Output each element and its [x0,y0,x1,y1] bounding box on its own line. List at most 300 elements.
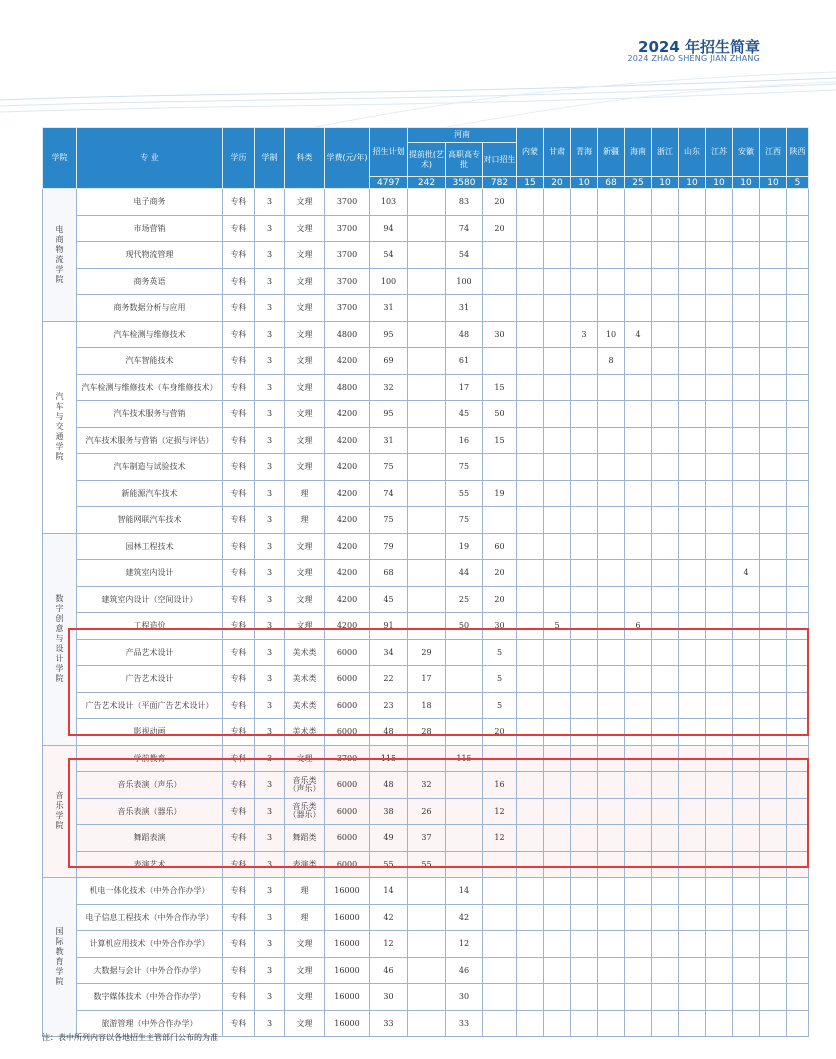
table-cell [517,321,544,348]
table-cell: 8 [598,348,625,375]
table-cell: 30 [446,984,483,1011]
table-cell [571,931,598,958]
table-cell: 专科 [223,374,255,401]
table-cell [483,348,517,375]
table-cell [483,984,517,1011]
table-cell [733,401,760,428]
table-row [43,374,809,401]
major-name: 电子信息工程技术（中外合作办学） [77,904,223,931]
table-cell: 3 [255,666,285,693]
table-cell: 31 [370,295,408,322]
table-cell [787,560,809,587]
table-cell [760,348,787,375]
table-cell: 100 [446,268,483,295]
major-name: 影视动画 [77,719,223,746]
major-name: 产品艺术设计 [77,639,223,666]
college-name: 数字创意与设计学院 [55,594,64,683]
table-cell [408,586,446,613]
table-cell: 3 [255,215,285,242]
table-cell: 3 [255,427,285,454]
table-cell [544,878,571,905]
table-cell: 音乐类（器乐） [285,798,325,825]
total-cell: 25 [625,177,652,189]
col-header-plan: 招生计划 [370,128,408,177]
table-cell: 专科 [223,295,255,322]
col-header-province-18: 安徽 [733,128,760,177]
table-cell [787,931,809,958]
major-name: 电子商务 [77,189,223,216]
table-cell [625,1010,652,1037]
table-cell: 美术类 [285,692,325,719]
table-cell [408,427,446,454]
table-cell [625,984,652,1011]
table-cell: 10 [598,321,625,348]
table-cell [517,878,544,905]
table-cell [483,507,517,534]
table-cell: 理 [285,507,325,534]
table-cell [571,957,598,984]
table-cell [787,268,809,295]
table-cell [571,374,598,401]
table-cell: 12 [446,931,483,958]
table-cell: 专科 [223,427,255,454]
table-cell [760,374,787,401]
table-cell: 32 [408,772,446,799]
table-cell [652,507,679,534]
table-cell: 3 [255,268,285,295]
table-cell: 专科 [223,215,255,242]
major-name: 园林工程技术 [77,533,223,560]
col-header-province-19: 江西 [760,128,787,177]
table-cell: 55 [446,480,483,507]
table-cell: 74 [446,215,483,242]
table-cell: 文理 [285,401,325,428]
table-cell [598,904,625,931]
table-cell: 3 [255,931,285,958]
table-cell [517,904,544,931]
table-cell: 专科 [223,533,255,560]
table-cell: 4 [625,321,652,348]
table-cell [760,533,787,560]
table-cell [733,878,760,905]
table-cell: 3 [255,560,285,587]
table-cell [733,1010,760,1037]
table-cell [408,560,446,587]
table-cell: 3 [255,613,285,640]
table-cell: 专科 [223,666,255,693]
college-cell [43,189,77,322]
table-cell: 83 [446,189,483,216]
table-cell: 4800 [325,374,370,401]
table-cell: 69 [370,348,408,375]
brochure-title: 2024 年招生简章 [638,38,760,56]
table-cell [483,957,517,984]
major-name: 智能网联汽车技术 [77,507,223,534]
table-cell: 专科 [223,904,255,931]
table-cell [652,295,679,322]
table-cell [483,904,517,931]
table-cell [760,878,787,905]
table-cell: 6000 [325,825,370,852]
table-cell: 3 [255,401,285,428]
table-cell: 文理 [285,745,325,772]
table-cell [679,1010,706,1037]
total-cell: 10 [760,177,787,189]
table-cell: 3 [255,878,285,905]
table-cell: 专科 [223,957,255,984]
table-cell: 42 [446,904,483,931]
table-cell: 79 [370,533,408,560]
table-cell: 38 [370,798,408,825]
table-cell [598,401,625,428]
table-cell [733,931,760,958]
table-cell [625,878,652,905]
table-cell [571,454,598,481]
table-cell: 表演类 [285,851,325,878]
major-name: 数字媒体技术（中外合作办学） [77,984,223,1011]
table-cell [679,427,706,454]
table-cell [706,507,733,534]
table-cell [706,215,733,242]
table-cell [733,957,760,984]
major-name: 学前教育 [77,745,223,772]
total-cell: 68 [598,177,625,189]
major-name: 新能源汽车技术 [77,480,223,507]
table-cell: 55 [370,851,408,878]
table-cell: 6000 [325,772,370,799]
table-cell: 文理 [285,321,325,348]
table-cell: 文理 [285,242,325,269]
table-cell [787,401,809,428]
college-name: 汽车与交通学院 [55,392,64,461]
table-cell: 32 [370,374,408,401]
table-cell: 理 [285,480,325,507]
col-header-province-17: 江苏 [706,128,733,177]
table-row [43,295,809,322]
table-cell: 3 [255,295,285,322]
table-cell: 33 [370,1010,408,1037]
table-cell: 4200 [325,533,370,560]
table-cell: 3 [255,984,285,1011]
table-cell [544,427,571,454]
major-name: 商务英语 [77,268,223,295]
table-cell [408,507,446,534]
table-cell [571,401,598,428]
table-cell [483,878,517,905]
table-cell: 23 [370,692,408,719]
table-cell [408,1010,446,1037]
table-cell: 16000 [325,931,370,958]
table-cell [652,348,679,375]
table-cell [517,560,544,587]
table-cell [408,401,446,428]
table-cell [679,268,706,295]
table-cell [652,560,679,587]
table-cell [544,480,571,507]
table-cell: 文理 [285,215,325,242]
table-cell: 4200 [325,427,370,454]
table-cell: 6000 [325,851,370,878]
table-cell [787,374,809,401]
table-cell [625,242,652,269]
table-row [43,268,809,295]
table-cell: 3 [255,692,285,719]
table-cell: 专科 [223,851,255,878]
table-cell [652,427,679,454]
col-header-5: 学费(元/年) [325,128,370,189]
table-cell [483,454,517,481]
table-cell [679,374,706,401]
col-header-1: 专 业 [77,128,223,189]
table-cell [483,931,517,958]
table-cell [760,560,787,587]
table-cell [483,295,517,322]
major-name: 舞蹈表演 [77,825,223,852]
table-cell [787,321,809,348]
table-cell [706,189,733,216]
table-cell: 文理 [285,613,325,640]
table-cell [706,242,733,269]
table-cell: 专科 [223,348,255,375]
table-cell: 16000 [325,984,370,1011]
table-cell [679,507,706,534]
table-cell: 44 [446,560,483,587]
table-cell [652,533,679,560]
major-name: 表演艺术 [77,851,223,878]
table-cell [787,348,809,375]
major-name: 计算机应用技术（中外合作办学） [77,931,223,958]
col-header-4: 科类 [285,128,325,189]
table-cell: 3 [255,480,285,507]
table-cell [787,242,809,269]
table-cell [544,904,571,931]
table-cell [706,586,733,613]
table-cell [679,586,706,613]
table-cell: 舞蹈类 [285,825,325,852]
table-cell [760,401,787,428]
table-cell [706,878,733,905]
table-cell: 专科 [223,745,255,772]
table-cell [625,454,652,481]
table-cell: 文理 [285,374,325,401]
table-cell [733,374,760,401]
table-cell: 6000 [325,692,370,719]
table-cell [571,480,598,507]
table-cell: 文理 [285,454,325,481]
table-cell: 14 [446,878,483,905]
table-cell [408,242,446,269]
table-cell: 3 [255,533,285,560]
table-cell [625,957,652,984]
table-cell [787,295,809,322]
col-header-province-10: 内蒙 [517,128,544,177]
table-cell [571,215,598,242]
major-name: 汽车制造与试验技术 [77,454,223,481]
table-row [43,348,809,375]
table-cell [625,560,652,587]
col-header-province-14: 海南 [625,128,652,177]
table-cell [571,507,598,534]
table-cell: 4200 [325,560,370,587]
table-cell: 31 [446,295,483,322]
table-row [43,904,809,931]
table-cell [544,268,571,295]
col-header-province-20: 陕西 [787,128,809,177]
table-cell [733,454,760,481]
table-cell: 3 [255,798,285,825]
table-cell [544,295,571,322]
table-cell: 103 [370,189,408,216]
total-cell: 10 [706,177,733,189]
col-header-province-13: 新疆 [598,128,625,177]
table-cell: 专科 [223,798,255,825]
brochure-subtitle: 2024 ZHAO SHENG JIAN ZHANG [627,54,760,63]
major-name: 汽车检测与维修技术 [77,321,223,348]
table-cell: 专科 [223,321,255,348]
table-cell: 4200 [325,613,370,640]
table-cell: 4800 [325,321,370,348]
table-cell: 专科 [223,931,255,958]
col-group-henan: 河南 [408,128,517,143]
col-header-province-16: 山东 [679,128,706,177]
table-cell [598,454,625,481]
table-cell [733,507,760,534]
table-cell: 4200 [325,348,370,375]
table-cell [598,480,625,507]
table-cell [408,454,446,481]
table-cell [517,984,544,1011]
table-cell: 20 [483,719,517,746]
table-cell [652,268,679,295]
college-cell [43,878,77,1037]
table-cell [625,401,652,428]
major-name: 大数据与会计（中外合作办学） [77,957,223,984]
table-cell [408,215,446,242]
table-cell: 3700 [325,268,370,295]
table-cell: 20 [483,189,517,216]
table-cell: 16000 [325,957,370,984]
table-cell: 37 [408,825,446,852]
table-cell: 3 [255,825,285,852]
table-cell [733,984,760,1011]
table-cell [652,401,679,428]
table-row [43,480,809,507]
table-cell: 19 [446,533,483,560]
table-cell: 3 [255,374,285,401]
table-cell [598,189,625,216]
major-name: 建筑室内设计（空间设计） [77,586,223,613]
col-header-province-11: 甘肃 [544,128,571,177]
major-name: 现代物流管理 [77,242,223,269]
table-cell [679,560,706,587]
table-cell [408,348,446,375]
table-cell [760,984,787,1011]
table-cell: 文理 [285,427,325,454]
table-cell [652,586,679,613]
table-cell [571,189,598,216]
table-cell [598,427,625,454]
major-name: 市场营销 [77,215,223,242]
table-cell [598,268,625,295]
table-cell [625,904,652,931]
table-cell [571,533,598,560]
table-cell [544,348,571,375]
table-cell [679,904,706,931]
table-cell [517,427,544,454]
table-cell [598,931,625,958]
table-cell: 3 [255,242,285,269]
table-cell [760,480,787,507]
table-cell [544,189,571,216]
table-row [43,560,809,587]
table-cell: 3 [255,719,285,746]
table-cell: 75 [446,507,483,534]
table-cell: 专科 [223,772,255,799]
table-cell [571,348,598,375]
table-cell: 文理 [285,586,325,613]
table-cell: 3 [255,957,285,984]
table-cell [760,295,787,322]
table-cell [706,480,733,507]
table-cell [598,533,625,560]
table-cell: 专科 [223,507,255,534]
total-cell: 10 [679,177,706,189]
table-cell: 16000 [325,1010,370,1037]
table-cell [679,480,706,507]
table-cell [706,348,733,375]
table-cell [625,374,652,401]
table-cell: 12 [483,825,517,852]
table-cell: 4 [733,560,760,587]
table-cell: 95 [370,401,408,428]
table-cell [598,586,625,613]
table-cell [625,931,652,958]
table-cell [408,984,446,1011]
table-cell [598,1010,625,1037]
total-cell: 3580 [446,177,483,189]
table-cell [733,480,760,507]
table-cell: 34 [370,639,408,666]
table-cell: 专科 [223,586,255,613]
total-cell: 10 [571,177,598,189]
table-cell [598,957,625,984]
total-cell: 242 [408,177,446,189]
table-cell: 6000 [325,666,370,693]
table-cell [544,215,571,242]
table-cell [787,984,809,1011]
col-header-henan-9: 对口招生 [483,143,517,177]
table-cell [679,454,706,481]
table-cell [652,454,679,481]
table-cell [598,374,625,401]
table-cell [679,984,706,1011]
table-cell [706,931,733,958]
table-cell: 3 [255,189,285,216]
table-cell [517,454,544,481]
table-row [43,401,809,428]
table-cell: 54 [370,242,408,269]
table-cell [625,295,652,322]
table-cell: 文理 [285,1010,325,1037]
table-cell [625,533,652,560]
table-cell [760,268,787,295]
table-cell [625,268,652,295]
table-cell [544,931,571,958]
table-cell [544,957,571,984]
table-cell: 68 [370,560,408,587]
enrollment-table [42,127,809,1037]
table-cell [652,215,679,242]
